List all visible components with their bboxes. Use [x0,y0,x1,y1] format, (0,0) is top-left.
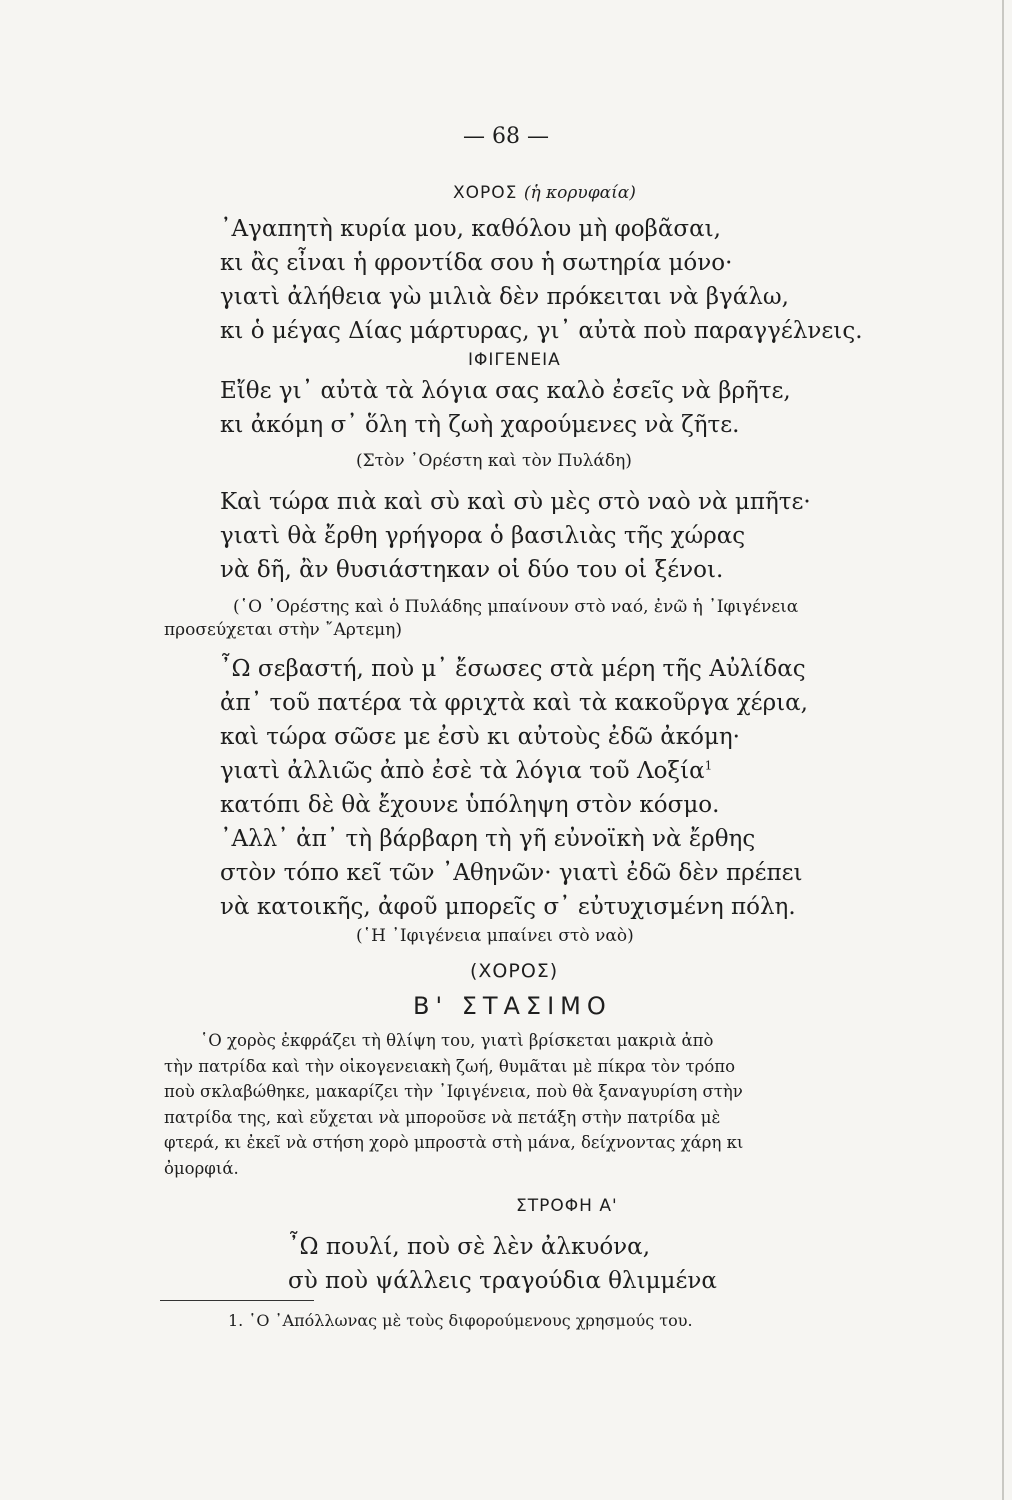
verse-line: καὶ τώρα σῶσε με ἐσὺ κι αὐτοὺς ἐδῶ ἀκόμη· [220,724,740,750]
speaker-heading-iphigenia: ΙΦΙΓΕΝΕΙΑ [468,350,561,370]
speaker-heading-chorus [453,183,636,203]
strophe-heading: ΣΤΡΟΦΗ Α' [516,1196,618,1216]
verse-line: νὰ κατοικῆς, ἀφοῦ μπορεῖς σ᾿ εὐτυχισμένη πόλη. [220,894,796,920]
verse-line: Καὶ τώρα πιὰ καὶ σὺ καὶ σὺ μὲς στὸ ναὸ νὰ μπῆτε· [220,489,811,515]
verse-block-chorus [220,212,863,348]
summary-line: τὴν πατρίδα καὶ τὴν οἰκογενειακὴ ζωή, θυμᾶται μὲ πίκρα τὸν τρόπο [164,1056,736,1076]
stage-direction: (῾Η ᾿Ιφιγένεια μπαίνει στὸ ναὸ) [356,926,634,946]
summary-line: φτερά, κι ἐκεῖ νὰ στήση χορὸ μπροστὰ στὴ μάνα, δείχνοντας χάρη κι [164,1133,744,1152]
summary-line: ὀμορφιά. [164,1158,239,1178]
verse-line: ῏Ω πουλί, ποὺ σὲ λὲν ἀλκυόνα, [288,1234,651,1260]
stage-direction-line: προσεύχεται στὴν ῎Αρτεμη) [164,620,402,640]
page-number: — 68 — [463,124,549,149]
verse-line: γιατὶ θὰ ἔρθη γρήγορα ὁ βασιλιὰς τῆς χώρας [220,523,746,549]
verse-line: σὺ ποὺ ψάλλεις τραγούδια θλιμμένα [288,1268,717,1294]
stasimo-title: Β' ΣΤΑΣΙΜΟ [413,992,612,1020]
speaker-name: ΧΟΡΟΣ [453,183,518,203]
stage-direction-line: (῾Ο ᾿Ορέστης καὶ ὁ Πυλάδης μπαίνουν στὸ ναό, ἐνῶ ἡ ᾿Ιφιγένεια [233,597,799,617]
verse-line-loxia [220,754,808,788]
verse-block-iphigenia-1 [220,374,791,442]
verse-line: κι ἀκόμη σ᾿ ὅλη τὴ ζωὴ χαρούμενες νὰ ζῆτε. [220,412,740,438]
footnote: 1. ῾Ο ᾿Απόλλωνας μὲ τοὺς διφορούμενους χρησμούς του. [228,1311,693,1330]
footnote-divider [160,1300,314,1301]
verse-line: γιατὶ ἀλήθεια γὼ μιλιὰ δὲν πρόκειται νὰ βγάλω, [220,284,789,310]
summary-line: ῾Ο χορὸς ἐκφράζει τὴ θλίψη του, γιατὶ βρίσκεται μακριὰ ἀπὸ [200,1031,714,1050]
verse-line: ᾿Αλλ᾿ ἀπ᾿ τὴ βάρβαρη τὴ γῆ εὐνοϊκὴ νὰ ἔρθης [220,826,756,852]
verse-line: στὸν τόπο κεῖ τῶν ᾿Αθηνῶν· γιατὶ ἐδῶ δὲν πρέπει [220,860,803,886]
page-edge [1002,0,1004,1500]
verse-line: ᾿Αγαπητὴ κυρία μου, καθόλου μὴ φοβᾶσαι, [220,216,721,242]
verse-line: ἀπ᾿ τοῦ πατέρα τὰ φριχτὰ καὶ τὰ κακοῦργα χέρια, [220,690,808,716]
verse-block-iphigenia-2 [220,485,811,587]
verse-line: νὰ δῆ, ἂν θυσιάστηκαν οἱ δύο του οἱ ξένοι. [220,557,724,583]
verse-line: Εἴθε γι᾿ αὐτὰ τὰ λόγια σας καλὸ ἐσεῖς νὰ βρῆτε, [220,378,791,404]
summary-paragraph [164,1028,876,1181]
summary-line: πατρίδα της, καὶ εὔχεται νὰ μποροῦσε νὰ πετάξη στὴν πατρίδα μὲ [164,1107,721,1127]
verse-line: κι ἂς εἶναι ἡ φροντίδα σου ἡ σωτηρία μόνο· [220,250,733,276]
verse-line: κατόπι δὲ θὰ ἔχουνε ὑπόληψη στὸν κόσμο. [220,792,720,818]
strophe-verse [288,1230,717,1298]
verse-line: κι ὁ μέγας Δίας μάρτυρας, γι᾿ αὐτὰ ποὺ παραγγέλνεις. [220,318,863,344]
verse-block-iphigenia-3 [220,652,808,924]
summary-line: ποὺ σκλαβώθηκε, μακαρίζει τὴν ᾿Ιφιγένεια, ποὺ θὰ ξαναγυρίση στὴν [164,1082,743,1101]
verse-line-text: γιατὶ ἀλλιῶς ἀπὸ ἐσὲ τὰ λόγια τοῦ Λοξία [220,758,705,784]
stage-direction: (Στὸν ᾿Ορέστη καὶ τὸν Πυλάδη) [356,451,632,471]
speaker-note: (ἡ κορυφαία) [523,183,636,203]
footnote-marker: 1 [704,758,713,773]
chorus-heading: (ΧΟΡΟΣ) [470,960,559,982]
verse-line: ῏Ω σεβαστή, ποὺ μ᾿ ἔσωσες στὰ μέρη τῆς Αὐλίδας [220,656,806,682]
